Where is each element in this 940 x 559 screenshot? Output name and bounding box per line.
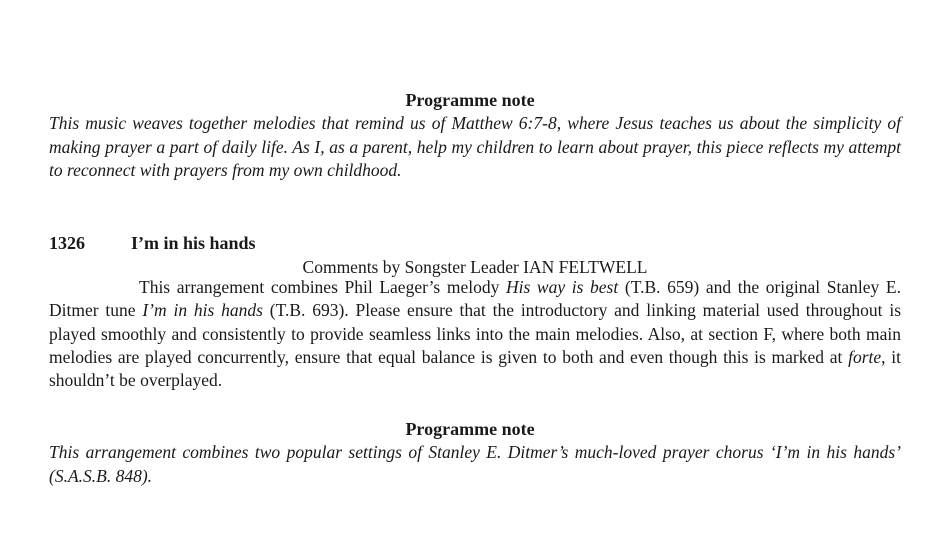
italic-run: forte bbox=[848, 346, 882, 367]
comments-by-line: Comments by Songster Leader IAN FELTWELL bbox=[302, 257, 648, 277]
programme-note-heading-2: Programme note bbox=[405, 419, 535, 439]
italic-run: His way is best bbox=[505, 277, 619, 297]
song-number: 1326 bbox=[49, 233, 85, 253]
song-title: I’m in his hands bbox=[131, 233, 256, 253]
song-comments-paragraph bbox=[49, 276, 901, 392]
programme-note-text-1: This music weaves together melodies that remind us of Matthew 6:7-8, where Jesus teaches us about the simplicity of making prayer a part of daily life. As I, as a parent, help my children to learn about prayer, this piece reflects my attempt to reconnect with prayers from my own childhood. bbox=[49, 113, 901, 180]
programme-note-heading-1: Programme note bbox=[405, 90, 535, 110]
text-run: This arrangement combines Phil Laeger’s melody bbox=[139, 277, 506, 297]
text-run: , it shouldn’t be overplayed. bbox=[49, 346, 901, 391]
programme-note-text-2: This arrangement combines two popular settings of Stanley E. Ditmer’s much-loved prayer chorus ‘I’m in his hands’ (S.A.S.B. 848). bbox=[49, 442, 901, 486]
italic-run: I’m in his hands bbox=[142, 300, 263, 321]
text-run: (T.B. 693). Please ensure that the introductory and linking material used throughout is played smoothly and consistently to provide seamless links into the main melodies. Also, at section F, where both main melodies are played concurrently, ensure that equal balance is given to both and even though this is marked at bbox=[49, 300, 902, 367]
text-run: (T.B. 659) and the original Stanley E. Ditmer tune bbox=[49, 277, 901, 321]
